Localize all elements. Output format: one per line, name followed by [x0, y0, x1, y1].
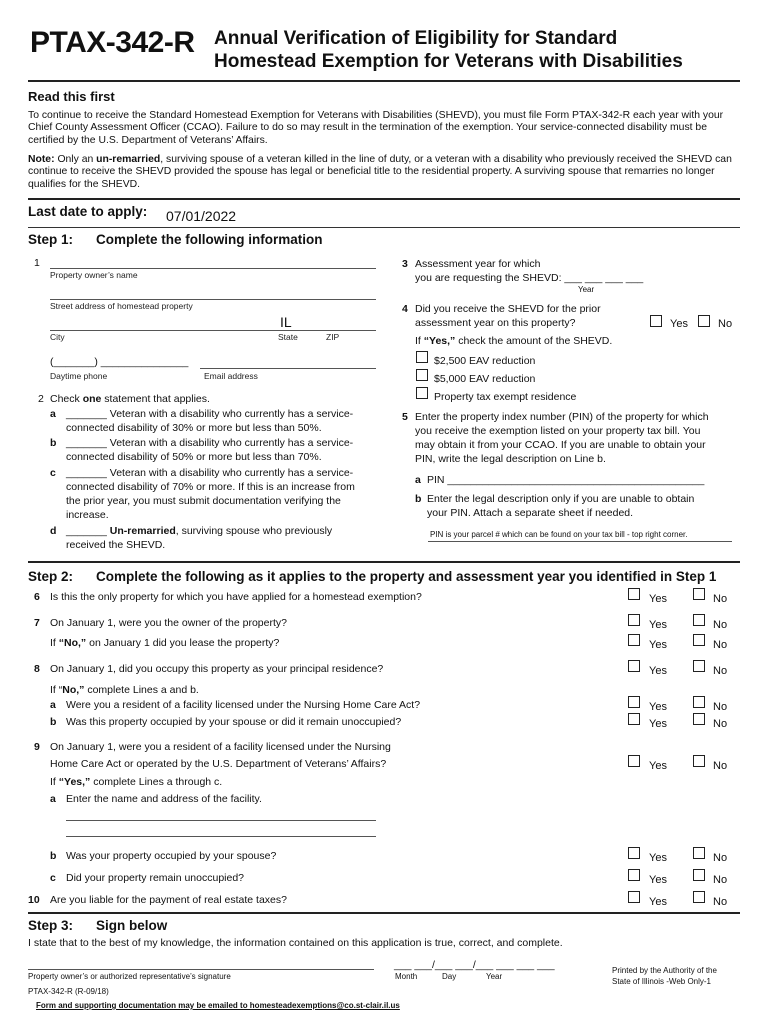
- step2-question-text: Home Care Act or operated by the U.S. Department of Veterans’ Affairs?: [50, 758, 387, 770]
- step2-conditional-part: No,”: [62, 684, 85, 696]
- email-input[interactable]: [200, 368, 376, 369]
- last-date-label: Last date to apply:: [28, 204, 148, 219]
- q3-year-input[interactable]: you are requesting the SHEVD: ___ ___ ___ ___: [415, 272, 644, 284]
- yes-label: Yes: [649, 718, 667, 730]
- last-date-underline: [28, 227, 740, 228]
- step3-label: Step 3:: [28, 918, 74, 933]
- step2-question-number: 9: [34, 741, 40, 753]
- no-checkbox[interactable]: [693, 614, 705, 626]
- yes-checkbox[interactable]: [628, 713, 640, 725]
- step2-question-text: On January 1, were you a resident of a facility licensed under the Nursing: [50, 741, 391, 753]
- yes-label: Yes: [649, 852, 667, 864]
- signature-input[interactable]: [28, 969, 374, 970]
- q4-no-label: No: [718, 318, 733, 330]
- daytime-phone-input[interactable]: (_______) _______________: [50, 356, 189, 368]
- q3-year-label: Year: [578, 285, 595, 294]
- no-label: No: [713, 760, 728, 772]
- step2-conditional-part: “No,”: [58, 637, 87, 649]
- step2-subquestion-letter: b: [50, 850, 57, 862]
- q3-number: 3: [402, 258, 408, 270]
- q4-option-checkbox[interactable]: [416, 351, 428, 363]
- no-checkbox[interactable]: [693, 847, 705, 859]
- q2-option-b[interactable]: _______ Veteran with a disability who currently has a service-: [66, 437, 354, 449]
- q2-option-letter: a: [50, 408, 56, 420]
- q4-yes-checkbox[interactable]: [650, 315, 662, 327]
- step2-conditional-part: complete Lines a and b.: [84, 684, 199, 696]
- city-state-zip-input[interactable]: [50, 330, 376, 331]
- step2-subquestion-text: Was your property occupied by your spouse?: [66, 850, 277, 862]
- step2-question-number: 6: [34, 591, 40, 603]
- q2d-option[interactable]: [66, 525, 332, 537]
- step2-conditional-part: If “: [50, 684, 63, 696]
- q4-line2: assessment year on this property?: [415, 317, 576, 329]
- step2-question-text: Are you liable for the payment of real estate taxes?: [50, 894, 287, 906]
- no-label: No: [713, 619, 728, 631]
- read-first-para: [28, 110, 740, 147]
- q4-no-checkbox[interactable]: [698, 315, 710, 327]
- q2-option-a[interactable]: _______ Veteran with a disability who currently has a service-: [66, 408, 354, 420]
- q2d-blank: _______: [66, 525, 110, 537]
- step2-conditional-part: complete Lines a through c.: [90, 776, 223, 788]
- no-label: No: [713, 896, 728, 908]
- yes-checkbox[interactable]: [628, 614, 640, 626]
- state-label: State: [278, 332, 298, 342]
- yes-checkbox[interactable]: [628, 634, 640, 646]
- step2-subquestion-letter: c: [50, 872, 56, 884]
- date-year-label: Year: [486, 972, 503, 981]
- yes-checkbox[interactable]: [628, 696, 640, 708]
- step2-subquestion-letter: a: [50, 699, 56, 711]
- step2-question-text: On January 1, were you the owner of the property?: [50, 617, 287, 629]
- step2-conditional-part: on January 1 did you lease the property?: [86, 637, 280, 649]
- q4-if-post: check the amount of the SHEVD.: [455, 335, 613, 347]
- yes-checkbox[interactable]: [628, 869, 640, 881]
- pin-note: PIN is your parcel # which can be found on your tax bill - top right corner.: [430, 530, 688, 539]
- yes-label: Yes: [649, 896, 667, 908]
- pin-input[interactable]: PIN ____________________________________________: [427, 474, 705, 486]
- step2-question-number: 8: [34, 663, 40, 675]
- yes-checkbox[interactable]: [628, 847, 640, 859]
- printed-authority-line1: Printed by the Authority of the: [612, 966, 717, 975]
- email-label: Email address: [204, 371, 258, 381]
- yes-checkbox[interactable]: [628, 755, 640, 767]
- q2-option-text-line: increase.: [66, 509, 109, 521]
- q5-text-line: Enter the property index number (PIN) of the property for which: [415, 411, 709, 423]
- facility-name-input[interactable]: [66, 820, 376, 821]
- form-title-line1: Annual Verification of Eligibility for Standard: [214, 28, 618, 49]
- step2-subquestion-text: Did your property remain unoccupied?: [66, 872, 245, 884]
- q5-text-line: you receive the exemption listed on your property tax bill. You: [415, 425, 701, 437]
- printed-authority-line2: State of Illinois -Web Only-1: [612, 977, 712, 986]
- step1-label: Step 1:: [28, 232, 74, 247]
- q2-option-c[interactable]: _______ Veteran with a disability who currently has a service-: [66, 467, 354, 479]
- step1-title: Complete the following information: [96, 232, 323, 247]
- form-revision: PTAX-342-R (R-09/18): [28, 987, 109, 996]
- step2-conditional-part: “Yes,”: [58, 776, 91, 788]
- step2-subquestion-letter: b: [50, 716, 57, 728]
- note-text-bold: un-remarried: [96, 154, 161, 165]
- read-first-rule: [28, 198, 740, 200]
- q5b-line1: Enter the legal description only if you are unable to obtain: [427, 493, 695, 505]
- no-checkbox[interactable]: [693, 755, 705, 767]
- q2-option-text-line: connected disability of 70% or more. If this is an increase from: [66, 481, 355, 493]
- q2-option-text-line: connected disability of 50% or more but less than 70%.: [66, 451, 322, 463]
- step2-label: Step 2:: [28, 569, 74, 584]
- q5b-letter: b: [415, 493, 422, 505]
- step1-bottom-rule: [28, 561, 740, 563]
- facility-address-input[interactable]: [66, 836, 376, 837]
- yes-checkbox[interactable]: [628, 588, 640, 600]
- q2-text-post: statement that applies.: [101, 393, 210, 405]
- yes-label: Yes: [649, 593, 667, 605]
- date-input[interactable]: ___ ___/___ ___/___ ___ ___ ___: [394, 959, 555, 971]
- read-first-text: To continue to receive the Standard Homestead Exemption for Veterans with Disabilities (SHEVD), you must file Form PTAX-342-R each year with your Chief County Assessment Officer (CCAO). Failure to do so may result in the termination of the exemption. Your service-connected disability must be certified by the U.S. Department of Veterans’ Affairs.: [28, 110, 724, 146]
- note-label: Note:: [28, 154, 55, 165]
- step2-subquestion-text: Enter the name and address of the facility.: [66, 793, 262, 805]
- step2-bottom-rule: [28, 912, 740, 914]
- q4-option-checkbox[interactable]: [416, 387, 428, 399]
- no-label: No: [713, 701, 728, 713]
- q4-option-label: $2,500 EAV reduction: [434, 355, 536, 367]
- no-label: No: [713, 874, 728, 886]
- q4-yes-label: Yes: [670, 318, 688, 330]
- yes-label: Yes: [649, 760, 667, 772]
- q2-number: 2: [38, 393, 44, 405]
- q5b-line2: your PIN. Attach a separate sheet if needed.: [427, 507, 634, 519]
- step2-title: Complete the following as it applies to the property and assessment year you identified in Step 1: [96, 569, 717, 584]
- q2-option-text-line: connected disability of 30% or more but less than 50%.: [66, 422, 322, 434]
- no-checkbox[interactable]: [693, 696, 705, 708]
- yes-label: Yes: [649, 619, 667, 631]
- no-checkbox[interactable]: [693, 634, 705, 646]
- q2-option-letter: b: [50, 437, 57, 449]
- no-label: No: [713, 852, 728, 864]
- no-checkbox[interactable]: [693, 588, 705, 600]
- email-submission-note[interactable]: Form and supporting documentation may be emailed to homesteadexemptions@co.st-clair.il.us: [36, 1001, 400, 1010]
- q5-text-line: may obtain it from your CCAO. If you are unable to obtain your: [415, 439, 706, 451]
- q3-line1: Assessment year for which: [415, 258, 541, 270]
- yes-label: Yes: [649, 701, 667, 713]
- q4-option-label: Property tax exempt residence: [434, 391, 577, 403]
- yes-checkbox[interactable]: [628, 660, 640, 672]
- read-first-heading: Read this first: [28, 89, 115, 104]
- q2d-post: , surviving spouse who previously: [175, 525, 333, 537]
- step2-conditional-text: [50, 684, 199, 696]
- step3-title: Sign below: [96, 918, 168, 933]
- step2-question-number: 10: [28, 894, 40, 906]
- q5a-letter: a: [415, 474, 421, 486]
- note-text-pre: Only an: [54, 154, 97, 165]
- step2-question-text: Is this the only property for which you have applied for a homestead exemption?: [50, 591, 422, 603]
- q2d-line2: received the SHEVD.: [66, 539, 166, 551]
- step2-subquestion-text: Was this property occupied by your spouse or did it remain unoccupied?: [66, 716, 402, 728]
- q2-text-pre: Check: [50, 393, 83, 405]
- date-day-label: Day: [442, 972, 457, 981]
- q5-number: 5: [402, 411, 408, 423]
- form-id: PTAX-342-R: [30, 26, 195, 59]
- note-para: [28, 154, 740, 191]
- q5-text-line: PIN, write the legal description on Line b.: [415, 453, 606, 465]
- step2-conditional-text: [50, 776, 222, 788]
- zip-label: ZIP: [326, 332, 340, 342]
- step2-subquestion-letter: a: [50, 793, 56, 805]
- no-checkbox[interactable]: [693, 713, 705, 725]
- q4-line1: Did you receive the SHEVD for the prior: [415, 303, 601, 315]
- city-label: City: [50, 332, 65, 342]
- step2-question-number: 7: [34, 617, 40, 629]
- yes-checkbox[interactable]: [628, 891, 640, 903]
- signature-label: Property owner’s or authorized representative’s signature: [28, 972, 231, 981]
- no-checkbox[interactable]: [693, 660, 705, 672]
- q2-text-bold: one: [82, 393, 102, 405]
- q4-option-label: $5,000 EAV reduction: [434, 373, 536, 385]
- no-label: No: [713, 639, 728, 651]
- q2-option-text-line: the prior year, you must submit documentation verifying the: [66, 495, 341, 507]
- q4-if-yes: [415, 335, 612, 347]
- note-text-post: , surviving spouse of a veteran killed in the line of duty, or a veteran with a disability who previously received the SHEVD can continue to receive the SHEVD provided the spouse has legal or beneficial title to the residential property. A surviving spouse that remarries no longer qualifies for the SHEVD.: [28, 154, 732, 190]
- step2-conditional-part: If: [50, 637, 59, 649]
- no-checkbox[interactable]: [693, 891, 705, 903]
- q2d-bold: Un-remarried: [109, 525, 176, 537]
- daytime-phone-label: Daytime phone: [50, 371, 108, 381]
- step2-conditional-part: If: [50, 776, 59, 788]
- q4-if-bold: “Yes,”: [423, 335, 456, 347]
- no-label: No: [713, 665, 728, 677]
- step2-question-text: On January 1, did you occupy this property as your principal residence?: [50, 663, 384, 675]
- q2-text: [50, 393, 210, 405]
- street-address-label: Street address of homestead property: [50, 301, 193, 311]
- yes-label: Yes: [649, 874, 667, 886]
- line1-number: 1: [34, 257, 40, 269]
- yes-label: Yes: [649, 665, 667, 677]
- no-label: No: [713, 718, 728, 730]
- pin-note-underline: [428, 541, 732, 542]
- step2-subquestion-text: Were you a resident of a facility licensed under the Nursing Home Care Act?: [66, 699, 421, 711]
- last-date-value[interactable]: 07/01/2022: [166, 208, 237, 224]
- owner-name-input[interactable]: [50, 268, 376, 269]
- owner-name-label: Property owner’s name: [50, 270, 138, 280]
- no-label: No: [713, 593, 728, 605]
- yes-label: Yes: [649, 639, 667, 651]
- state-value: IL: [280, 314, 292, 330]
- header-rule: [28, 80, 740, 82]
- q4-option-checkbox[interactable]: [416, 369, 428, 381]
- date-month-label: Month: [395, 972, 418, 981]
- q4-number: 4: [402, 303, 408, 315]
- step3-statement: I state that to the best of my knowledge, the information contained on this application is true, correct, and complete.: [28, 937, 563, 949]
- street-address-input[interactable]: [50, 299, 376, 300]
- q4-if-pre: If: [415, 335, 424, 347]
- no-checkbox[interactable]: [693, 869, 705, 881]
- step2-conditional-text: [50, 637, 279, 649]
- form-title-line2: Homestead Exemption for Veterans with Disabilities: [214, 51, 683, 72]
- q2-option-letter: c: [50, 467, 56, 479]
- q2d-letter: d: [50, 525, 57, 537]
